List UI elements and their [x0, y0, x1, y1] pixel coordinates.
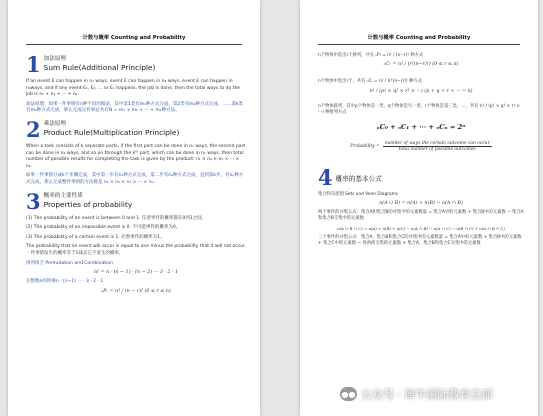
section-title-cn: 概率的主要性质 [43, 192, 83, 199]
combination-formula: ₙCᵣ = n! / (r!(n−r)!) (0 ≤ r ≤ n) [383, 62, 459, 68]
section-number: 3 [26, 188, 41, 214]
permutation-formula: ₙPᵣ = n! / (n − r)! (0 ≤ r ≤ n) [101, 288, 171, 294]
section-number: 4 [318, 164, 333, 190]
page-left [8, 0, 260, 416]
probability-denominator: total number of possible outcomes [398, 146, 476, 152]
union-two-formula: n(A ∪ B) = n(A) + n(B) − n(A ∩ B) [379, 201, 463, 207]
factorial-formula: n! = n · (n − 1) · (n − 2) ··· 3 · 2 · 1 [93, 270, 179, 276]
paragraph-cn: 如果一件事情分成k个步骤完成，其中第一步有n₁种方式完成，第二步有n₂种方式完成，直到第k步，有nₖ种方式完成，那么完成整件事情的方法数是 n₁ × n₂ × n₃ × ··· × nₖ. [26, 173, 244, 185]
page-header: 计数与概率 Counting and Probability [318, 0, 520, 45]
permutation-text: n个物体中选出r个排列，共有 ₙPᵣ = n! / (n−r)! 种方式 [318, 53, 424, 58]
property-3: (3) The probability of a certain event is 1. 必然事件的概率为1。 [26, 234, 165, 240]
paragraph-en: When a task consists of k separate parts, if the first part can be done in n₁ ways, the second part can be done in n₂ ways, and so on through the kᵗʰ part, which can be done in nₖ ways, then total number of possible results for completing the task is given by the product: n₁ × n₂ × n₃ × ··· × nₖ. [26, 143, 246, 169]
section-sum-rule [26, 52, 246, 77]
section-product-rule [26, 116, 246, 142]
sets-label: 集合和韦恩图 Sets and Venn Diagrams [318, 191, 399, 197]
union-two-text: 两个事件的并集公式：集合A和集合B的并集中的元素数量 = 集合A中的元素数 + 集合B中的元素数 − 集合A和集合B交集中的元素数 [318, 210, 524, 222]
factorial-definition: 正整数n的阶乘n · (n−1) · · · 3 · 2 · 1 [26, 279, 104, 285]
section-title-en: Properties of probability [43, 199, 133, 209]
watermark-text: 公众号 · 犀牛国际教育总部 [361, 388, 493, 401]
combination-text: n个物体中选出r个，共有 ₙCᵣ = n! / (r!(n−r)!) 种方式 [318, 79, 422, 85]
multinomial-formula: n! / (p! × q! × r! × ···) (p + q + r + ··· = n) [369, 88, 473, 94]
section-probability-properties [26, 188, 246, 214]
paragraph-en: If an event E can happen in n₁ ways, event E can happen in n₂ ways, event E can happen in n₃ways, and if any event E₁, E₂, … or Eₖ happens, the job is done, then the total ways to do the job is n₁ + n₂ + ··· + nₖ. [26, 79, 241, 98]
section-title-cn: 乘法原理 [43, 120, 67, 127]
section-number: 1 [26, 52, 41, 77]
perm-comb-label: 排列组合 Permutation and Combination [26, 260, 113, 266]
page-right [300, 0, 538, 416]
section-title-cn: 概率的基本公式 [335, 174, 382, 183]
probability-numerator: number of ways the certain outcome can occur [384, 140, 490, 146]
section-title-cn: 加法原理 [43, 56, 67, 62]
page-header: 计数与概率 Counting and Probability [26, 0, 242, 45]
section-probability-formulas [318, 164, 524, 190]
watermark [340, 386, 493, 402]
section-number: 2 [26, 116, 41, 142]
union-three-text: 三个事件的并集公式：集合A、集合B和集合C的并集中的元素数量 = 集合A中的元素数 + 集合B中的元素数 + 集合C中的元素数 − 各两两交集的元素数 + 集合A、集合B和集合C交集中的元素数 [318, 234, 522, 247]
property-1: (1) The probability of an event is between 0 and 1. 任意事件的概率都在0到1之间。 [26, 215, 207, 221]
section-title-en: Product Rule(Multiplication Principle) [43, 127, 180, 137]
paragraph-cn: 加法原理：如果一件事情有n种不同的做法，其中第1类有m₁种方式完成，第2类有m₂种方式完成，……第k类有mₖ种方式完成，那么完成这件事总共有N = m₁ + m₂ + ··· + mₖ种方法。 [26, 101, 244, 114]
property-2: (2) The probability of an impossible event is 0. 不可能事件的概率为0。 [26, 225, 181, 231]
union-three-formula: n(A ∪ B ∪ C) = n(A) + n(B) + n(C) − n(A ∩ B) − n(A ∩ C) − n(B ∩ C) + n(A ∩ B ∩ C) [337, 225, 505, 231]
probability-formula [318, 141, 524, 152]
multinomial-text: n个物体排列，其中p个物体是一类，q个物体是另一类，r个物体是第三类，…，共有 n! / (p! × q! × r! × ···) 种排列方式 [318, 103, 521, 116]
wechat-official-account-icon: ●● [340, 387, 357, 401]
complement-rule: The probability that an event will occur is equal to one minus the probability that it will not occur. 一件事情发生的概率等于1减去它不发生的概率。 [26, 244, 246, 256]
section-title-en: Sum Rule(Additional Principle) [43, 63, 156, 72]
probability-label: Probability = [350, 143, 380, 149]
binomial-sum-formula: ₙC₀ + ₙC₁ + ··· + ₙCₙ = 2ⁿ [376, 122, 466, 131]
